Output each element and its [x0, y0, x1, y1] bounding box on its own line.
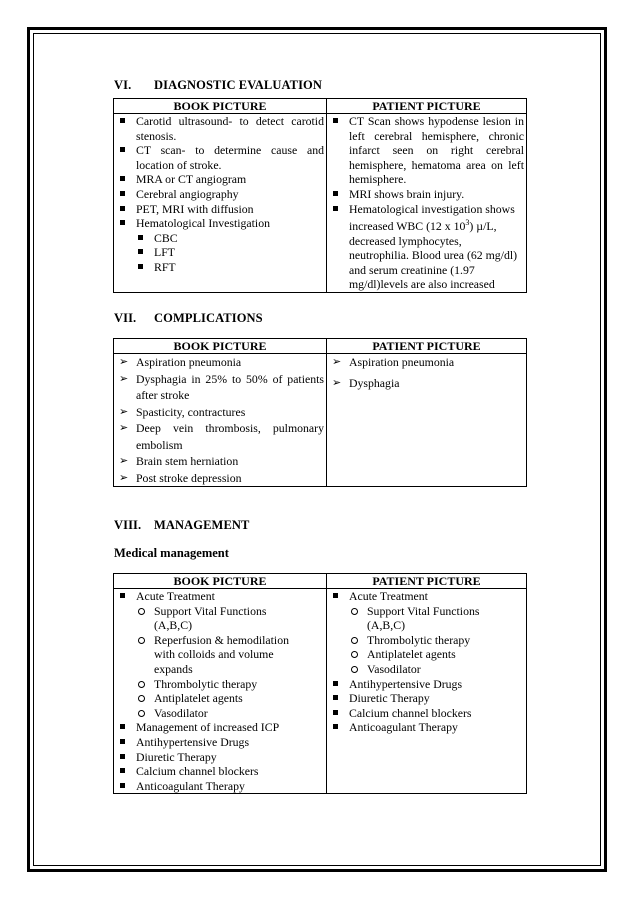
list-item: Calcium channel blockers: [331, 706, 524, 721]
list-item: Thrombolytic therapy: [349, 633, 499, 648]
complications-table: [113, 338, 527, 487]
list-item: CBC: [136, 231, 324, 246]
section-heading-diagnostic: [114, 78, 322, 93]
list-item: ➢ Aspiration pneumonia: [331, 354, 524, 371]
list-item: Acute Treatment: [331, 589, 524, 604]
list-item: Support Vital Functions (A,B,C): [349, 604, 499, 633]
list-item: ➢ Dysphagia: [331, 375, 524, 392]
superscript: 3: [465, 218, 470, 228]
mgmt-book-list-rest: [118, 720, 324, 793]
list-item: ➢ Brain stem herniation: [118, 453, 324, 470]
comp-patient-list: [331, 354, 524, 391]
subheading-medical-management: Medical management: [114, 546, 229, 560]
column-header-patient: PATIENT PICTURE: [327, 339, 527, 354]
list-item: MRA or CT angiogram: [118, 172, 324, 187]
diag-patient-cell: [327, 114, 527, 293]
list-item: Antihypertensive Drugs: [331, 677, 524, 692]
list-item: Anticoagulant Therapy: [118, 779, 324, 794]
list-item: ➢ Aspiration pneumonia: [118, 354, 324, 371]
section-title: COMPLICATIONS: [154, 311, 263, 325]
text-span: ) µ/L, decreased lymphocytes, neutrophilia. Blood urea (62 mg/dl) and serum creatinine (1.97 mg/dl)levels are also increased: [349, 219, 518, 292]
comp-book-list: [118, 354, 324, 486]
list-item: ➢ Dysphagia in 25% to 50% of patients after stroke: [118, 371, 324, 404]
list-item: Acute Treatment: [118, 589, 324, 604]
list-item: Diuretic Therapy: [331, 691, 524, 706]
mgmt-book-sublist: [118, 604, 306, 721]
list-item: Vasodilator: [349, 662, 499, 677]
list-item: Diuretic Therapy: [118, 750, 324, 765]
diag-book-sublist: [136, 231, 324, 275]
mgmt-patient-cell: [327, 589, 527, 794]
list-item: Carotid ultrasound- to detect carotid stenosis.: [118, 114, 324, 143]
list-item: [331, 202, 524, 292]
comp-patient-cell: [327, 354, 527, 487]
list-item: Calcium channel blockers: [118, 764, 324, 779]
list-item: MRI shows brain injury.: [331, 187, 524, 202]
diagnostic-table: [113, 98, 527, 293]
column-header-book: BOOK PICTURE: [114, 339, 327, 354]
list-item: PET, MRI with diffusion: [118, 202, 324, 217]
list-item: ➢ Spasticity, contractures: [118, 404, 324, 421]
list-item: ➢ Deep vein thrombosis, pulmonary embolism: [118, 420, 324, 453]
comp-book-cell: [114, 354, 327, 487]
mgmt-book-list: [118, 589, 324, 604]
column-header-book: BOOK PICTURE: [114, 574, 327, 589]
list-item: ➢ Post stroke depression: [118, 470, 324, 487]
list-item: Antihypertensive Drugs: [118, 735, 324, 750]
section-number: VII.: [114, 311, 137, 325]
list-item: CT scan- to determine cause and location of stroke.: [118, 143, 324, 172]
section-title: MANAGEMENT: [154, 518, 250, 532]
list-item: Support Vital Functions (A,B,C): [136, 604, 306, 633]
list-item: RFT: [136, 260, 324, 275]
text-span: Hematological investigation shows increased WBC (12 x 10: [349, 201, 515, 234]
list-item: Hematological Investigation: [118, 216, 324, 231]
diag-book-cell: [114, 114, 327, 293]
list-item: CT Scan shows hypodense lesion in left cerebral hemisphere, chronic infarct seen on right cerebral hemisphere, hematoma area on left hemisphere.: [331, 114, 524, 187]
list-item: Thrombolytic therapy: [136, 677, 306, 692]
column-header-patient: PATIENT PICTURE: [327, 574, 527, 589]
list-item: Anticoagulant Therapy: [331, 720, 524, 735]
list-item: Antiplatelet agents: [136, 691, 306, 706]
section-number: VIII.: [114, 518, 142, 532]
section-heading-complications: [114, 311, 263, 326]
list-item: Cerebral angiography: [118, 187, 324, 202]
column-header-book: BOOK PICTURE: [114, 99, 327, 114]
mgmt-patient-list: [331, 589, 524, 604]
section-title: DIAGNOSTIC EVALUATION: [154, 78, 322, 92]
mgmt-patient-sublist: [331, 604, 499, 677]
column-header-patient: PATIENT PICTURE: [327, 99, 527, 114]
list-item: Reperfusion & hemodilation with colloids and volume expands: [136, 633, 306, 677]
list-item: Antiplatelet agents: [349, 647, 499, 662]
management-table: [113, 573, 527, 794]
section-heading-management: [114, 518, 249, 533]
diag-book-list: [118, 114, 324, 231]
section-number: VI.: [114, 78, 132, 92]
diag-patient-list: [331, 114, 524, 292]
list-item: Management of increased ICP: [118, 720, 324, 735]
mgmt-book-cell: [114, 589, 327, 794]
mgmt-patient-list-rest: [331, 677, 524, 735]
list-item: Vasodilator: [136, 706, 306, 721]
list-item: LFT: [136, 245, 324, 260]
